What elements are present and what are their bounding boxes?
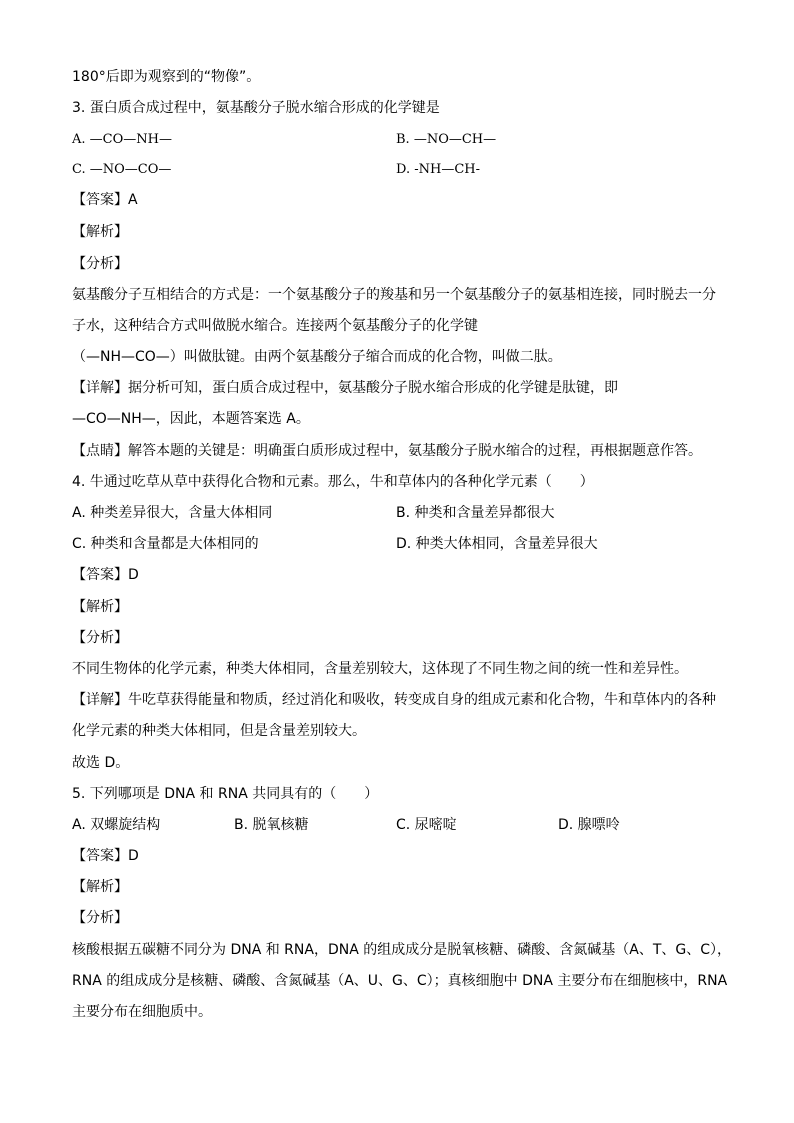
question-4-detail-line-3: 故选 D。 — [72, 755, 130, 771]
question-3-option-b: B. —NO—CH— — [396, 132, 497, 147]
question-3-analysis-line-1: 氨基酸分子互相结合的方式是：一个氨基酸分子的羧基和另一个氨基酸分子的氨基相连接，同时脱去一分 — [72, 287, 716, 303]
question-5-analysis-line-2: RNA 的组成成分是核糖、磷酸、含氮碱基（A、U、G、C）；真核细胞中 DNA 主要分布在细胞核中，RNA — [72, 973, 728, 989]
question-4-detail-line-2: 化学元素的种类大体相同，但是含量差别较大。 — [72, 723, 366, 739]
question-4-detail-line-1: 【详解】牛吃草获得能量和物质，经过消化和吸收，转变成自身的组成元素和化合物，牛和草体内的各种 — [72, 692, 716, 708]
question-4-option-b: B. 种类和含量差异都很大 — [396, 505, 555, 521]
question-4-option-d: D. 种类大体相同，含量差异很大 — [396, 536, 598, 552]
question-5-option-a: A. 双螺旋结构 — [72, 817, 161, 833]
question-4-answer: 【答案】D — [72, 567, 139, 583]
question-3-detail-line-2: —CO—NH—，因此，本题答案选 A。 — [72, 411, 310, 427]
question-3-analysis-line-3: （—NH—CO—）叫做肽键。由两个氨基酸分子缩合而成的化合物，叫做二肽。 — [72, 349, 562, 365]
question-5-option-b: B. 脱氧核糖 — [234, 817, 309, 833]
question-3-detail-line-1: 【详解】据分析可知，蛋白质合成过程中，氨基酸分子脱水缩合形成的化学键是肽键，即 — [72, 380, 618, 396]
question-3-option-c: C. —NO—CO— — [72, 162, 172, 177]
question-5-answer: 【答案】D — [72, 848, 139, 864]
question-3-jiexi-heading: 【解析】 — [72, 224, 128, 240]
question-4-analysis-line-1: 不同生物体的化学元素，种类大体相同，含量差别较大，这体现了不同生物之间的统一性和差异性。 — [72, 661, 688, 677]
question-5-stem: 5. 下列哪项是 DNA 和 RNA 共同具有的（ ） — [72, 786, 379, 802]
question-5-option-d: D. 腺嘌呤 — [558, 817, 620, 833]
question-3-tip: 【点睛】解答本题的关键是：明确蛋白质形成过程中，氨基酸分子脱水缩合的过程，再根据题意作答。 — [72, 443, 702, 459]
question-5-fenxi-heading: 【分析】 — [72, 910, 128, 926]
question-3-option-d: D. -NH—CH- — [396, 162, 481, 177]
question-5-analysis-line-1: 核酸根据五碳糖不同分为 DNA 和 RNA，DNA 的组成成分是脱氧核糖、磷酸、含氮碱基（A、T、G、C）， — [72, 942, 731, 958]
question-5-option-c: C. 尿嘧啶 — [396, 817, 457, 833]
question-4-jiexi-heading: 【解析】 — [72, 599, 128, 615]
question-4-stem: 4. 牛通过吃草从草中获得化合物和元素。那么，牛和草体内的各种化学元素（ ） — [72, 474, 594, 490]
question-5-analysis-line-3: 主要分布在细胞质中。 — [72, 1004, 212, 1020]
question-4-option-c: C. 种类和含量都是大体相同的 — [72, 536, 259, 552]
question-3-answer: 【答案】A — [72, 192, 138, 208]
question-3-analysis-line-2: 子水，这种结合方式叫做脱水缩合。连接两个氨基酸分子的化学键 — [72, 318, 478, 334]
question-4-option-a: A. 种类差异很大，含量大体相同 — [72, 505, 273, 521]
question-3-fenxi-heading: 【分析】 — [72, 256, 128, 272]
question-3-option-a: A. —CO—NH— — [72, 132, 172, 147]
text-line: 180°后即为观察到的“物像”。 — [72, 69, 261, 85]
question-4-fenxi-heading: 【分析】 — [72, 630, 128, 646]
question-3-stem: 3. 蛋白质合成过程中，氨基酸分子脱水缩合形成的化学键是 — [72, 100, 440, 116]
question-5-jiexi-heading: 【解析】 — [72, 879, 128, 895]
